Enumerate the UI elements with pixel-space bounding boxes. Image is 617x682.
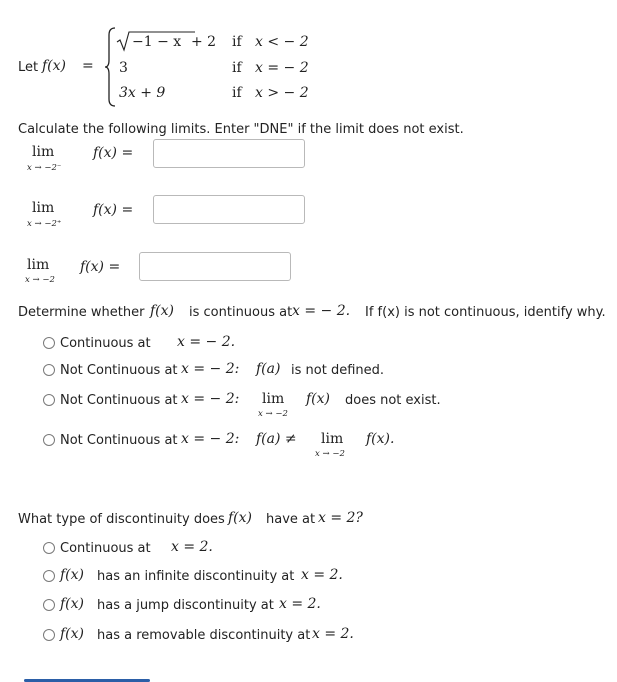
option-math: x = − 2: (181, 431, 240, 447)
discontinuity-question-x: x = 2? (318, 510, 363, 526)
option-tail: is not defined. (291, 363, 384, 378)
limit-left-input[interactable] (153, 139, 305, 168)
limit-right-input[interactable] (153, 195, 305, 224)
continuity-question-fx: f(x) (150, 303, 175, 319)
radio-button[interactable] (43, 394, 55, 406)
radio-button[interactable] (43, 434, 55, 446)
option-text: has a jump discontinuity at (97, 598, 274, 613)
option-text: has an infinite discontinuity at (97, 569, 295, 584)
discontinuity-question-fx: f(x) (228, 510, 253, 526)
option-math: x = − 2: (181, 361, 240, 377)
lim-subscript: x → −2⁺ (27, 219, 62, 229)
case-3-condition: x > − 2 (255, 85, 309, 101)
option-math: x = 2. (301, 567, 343, 583)
radio-button[interactable] (43, 364, 55, 376)
continuity-question-a: Determine whether (18, 305, 145, 320)
option-text: Not Continuous at (60, 393, 178, 408)
option-math: x = 2. (312, 626, 354, 642)
option-text: has a removable discontinuity at (97, 628, 311, 643)
option-math-3: f(x). (366, 431, 395, 447)
option-fx: f(x) (60, 626, 85, 642)
radio-button[interactable] (43, 599, 55, 611)
lim-subscript: x → −2 (25, 275, 55, 285)
option-fx: f(x) (60, 567, 85, 583)
case-3-if: if (232, 85, 242, 101)
case-1-condition: x < − 2 (255, 34, 309, 50)
discontinuity-question-b: have at (266, 512, 316, 527)
option-math-2: f(a) ≠ (256, 431, 297, 447)
option-math: x = − 2: (181, 391, 240, 407)
option-fx: f(x) (60, 596, 85, 612)
lim-label: lim (262, 391, 285, 407)
option-math-2: f(a) (256, 361, 281, 377)
equals-sign: = (82, 58, 94, 74)
lim-label: lim (32, 144, 55, 160)
option-math-2: f(x) (306, 391, 331, 407)
radio-button[interactable] (43, 542, 55, 554)
option-text: Continuous at (60, 541, 151, 556)
case-2-condition: x = − 2 (255, 60, 309, 76)
discontinuity-question-a: What type of discontinuity does (18, 512, 225, 527)
lim-subscript: x → −2 (315, 449, 345, 459)
radio-button[interactable] (43, 629, 55, 641)
lim-label: lim (321, 431, 344, 447)
lim-label: lim (27, 257, 50, 273)
option-math: x = 2. (171, 539, 213, 555)
radio-button[interactable] (43, 570, 55, 582)
continuity-question-x: x = − 2. (292, 303, 351, 319)
lim-fx: f(x) = (93, 202, 134, 218)
radio-button[interactable] (43, 337, 55, 349)
limits-instruction: Calculate the following limits. Enter "DNE" if the limit does not exist. (18, 122, 464, 137)
option-text: Not Continuous at (60, 363, 178, 378)
lim-subscript: x → −2 (258, 409, 288, 419)
case-1-tail: + 2 (191, 34, 217, 50)
left-brace-icon (104, 27, 116, 107)
lim-fx: f(x) = (80, 259, 121, 275)
option-tail: does not exist. (345, 393, 441, 408)
option-text: Not Continuous at (60, 433, 178, 448)
lim-label: lim (32, 200, 55, 216)
fx-label: f(x) (42, 58, 67, 74)
let-label: Let (18, 60, 39, 75)
continuity-question-c: If f(x) is not continuous, identify why. (365, 305, 606, 320)
lim-fx: f(x) = (93, 145, 134, 161)
case-1-if: if (232, 34, 242, 50)
option-text: Continuous at (60, 336, 151, 351)
case-3-expr: 3x + 9 (119, 85, 166, 101)
case-2-if: if (232, 60, 242, 76)
option-math: x = 2. (279, 596, 321, 612)
option-math: x = − 2. (177, 334, 236, 350)
limit-two-sided-input[interactable] (139, 252, 291, 281)
case-2-expr: 3 (119, 60, 128, 76)
lim-subscript: x → −2⁻ (27, 163, 62, 173)
case-1-radicand: −1 − x (132, 34, 182, 50)
continuity-question-b: is continuous at (189, 305, 293, 320)
